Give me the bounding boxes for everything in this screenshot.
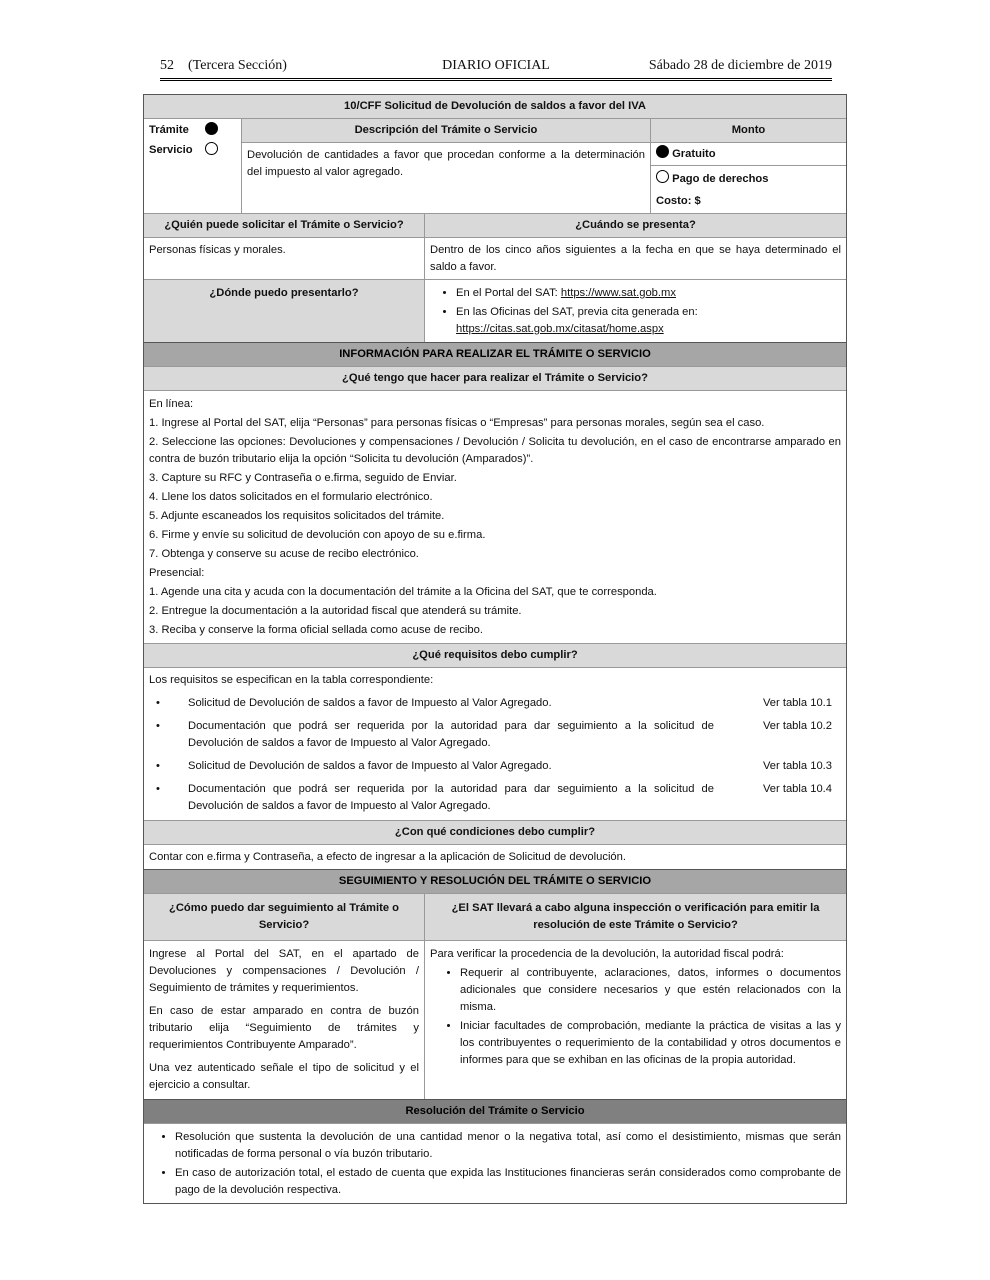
page-number: 52	[160, 58, 174, 73]
requirements-content	[144, 668, 846, 821]
followup-left-question: ¿Cómo puedo dar seguimiento al Trámite o Servicio?	[144, 894, 425, 940]
followup-header-row	[144, 894, 846, 941]
publication-date: Sábado 28 de diciembre de 2019	[648, 58, 832, 73]
where-list	[430, 285, 841, 338]
who-when-header-row	[144, 214, 846, 238]
procedure-form	[143, 94, 847, 1204]
pago-derechos-label: Pago de derechos	[672, 173, 769, 185]
when-answer: Dentro de los cinco años siguientes a la fecha en que se haya determinado el saldo a favor.	[430, 244, 841, 273]
requirement-item: • Solicitud de Devolución de saldos a favor de Impuesto al Valor Agregado. Ver tabla 10.3	[156, 760, 832, 772]
requirements-question: ¿Qué requisitos debo cumplir?	[144, 644, 846, 668]
requirements-intro: Los requisitos se especifican en la tabla correspondiente:	[149, 674, 434, 686]
step-line: 1. Agende una cita y acuda con la documentación del trámite a la Oficina del SAT, que te corresponda.	[149, 586, 657, 598]
publication-name: DIARIO OFICIAL	[442, 58, 550, 73]
list-item: • Requerir al contribuyente, aclaraciones, datos, informes o documentos adicionales que considere necesarios y que estén relacionados con la misma.	[460, 965, 841, 1016]
list-item: • Iniciar facultades de comprobación, mediante la práctica de visitas a las y los contribuyentes o requerimiento de la contabilidad y otros documentos e informes para que se exhiban en las oficinas de la propia autoridad.	[460, 1018, 841, 1069]
sat-portal-link[interactable]: https://www.sat.gob.mx	[560, 287, 676, 299]
where-question: ¿Dónde puedo presentarlo?	[144, 280, 425, 342]
citas-link[interactable]: https://citas.sat.gob.mx/citasat/home.aspx	[456, 323, 664, 335]
step-line: 1. Ingrese al Portal del SAT, elija “Personas” para personas físicas o “Empresas” para personas morales, según sea el caso.	[149, 417, 765, 429]
tramite-option	[149, 122, 236, 139]
followup-right-question: ¿El SAT llevará a cabo alguna inspección o verificación para emitir la resolución de este Trámite o Servicio?	[425, 894, 846, 940]
where-row	[144, 280, 846, 343]
amount-header: Monto	[651, 119, 846, 143]
when-question: ¿Cuándo se presenta?	[425, 214, 846, 237]
requirement-item: • Documentación que podrá ser requerida por la autoridad para dar seguimiento a la solicitud de Devolución de saldos a favor de Impuesto al Valor Agregado. Ver tabla 10.2	[156, 720, 832, 749]
type-selector	[144, 119, 242, 213]
step-line: 3. Reciba y conserve la forma oficial sellada como acuse de recibo.	[149, 624, 483, 636]
pago-derechos-option	[651, 166, 846, 191]
costo-label: Costo: $	[656, 195, 701, 207]
empty-radio-icon	[656, 170, 669, 183]
filled-radio-icon	[656, 145, 669, 158]
requirement-item: • Documentación que podrá ser requerida por la autoridad para dar seguimiento a la solicitud de Devolución de saldos a favor de Impuesto al Valor Agregado. Ver tabla 10.4	[156, 783, 832, 812]
conditions-question: ¿Con qué condiciones debo cumplir?	[144, 821, 846, 845]
followup-section-title: SEGUIMIENTO Y RESOLUCIÓN DEL TRÁMITE O SERVICIO	[144, 870, 846, 894]
tramite-label: Trámite	[149, 124, 189, 136]
who-when-answer-row	[144, 238, 846, 280]
step-line: 6. Firme y envíe su solicitud de devolución con apoyo de su e.firma.	[149, 529, 486, 541]
who-question: ¿Quién puede solicitar el Trámite o Servicio?	[144, 214, 425, 237]
list-item: • Resolución que sustenta la devolución de una cantidad menor o la negativa total, así como el desistimiento, mismas que serán notificadas de forma personal o vía buzón tributario.	[175, 1129, 841, 1163]
step-line: 4. Llene los datos solicitados en el formulario electrónico.	[149, 491, 433, 503]
followup-paragraph: En caso de estar amparado en contra de buzón tributario elija “Seguimiento de trámites y requerimientos Contribuyente Amparado”.	[149, 1005, 419, 1051]
who-answer: Personas físicas y morales.	[144, 238, 425, 279]
gratuito-option	[651, 143, 846, 166]
list-item: • En caso de autorización total, el estado de cuenta que expida las Instituciones financieras serán considerados como comprobante de pago de la devolución respectiva.	[175, 1165, 841, 1199]
description-text: Devolución de cantidades a favor que procedan conforme a la determinación del impuesto al valor agregado.	[247, 149, 645, 178]
followup-right-answer	[425, 941, 846, 1099]
steps-question: ¿Qué tengo que hacer para realizar el Trámite o Servicio?	[144, 367, 846, 391]
followup-answer-row	[144, 941, 846, 1100]
step-line: 2. Seleccione las opciones: Devoluciones y compensaciones / Devolución / Solicita tu devolución, en el caso de encontrarse amparado en contra de buzón tributario elija la opción “Solicita tu devolución (Amparados)”.	[149, 436, 841, 465]
list-item: • En las Oficinas del SAT, previa cita generada en: https://citas.sat.gob.mx/citasat/home.aspx	[456, 304, 841, 338]
step-line: 2. Entregue la documentación a la autoridad fiscal que atenderá su trámite.	[149, 605, 522, 617]
step-line: 5. Adjunte escaneados los requisitos solicitados del trámite.	[149, 510, 445, 522]
steps-content	[144, 391, 846, 644]
where-answer	[425, 280, 846, 342]
description-column	[242, 119, 651, 213]
resolution-list	[149, 1129, 841, 1199]
conditions-answer: Contar con e.firma y Contraseña, a efecto de ingresar a la aplicación de Solicitud de devolución.	[144, 845, 846, 870]
gratuito-label: Gratuito	[672, 148, 716, 160]
followup-paragraph: Una vez autenticado señale el tipo de solicitud y el ejercicio a consultar.	[149, 1062, 419, 1091]
type-row	[144, 119, 846, 214]
verification-intro: Para verificar la procedencia de la devolución, la autoridad fiscal podrá:	[430, 948, 784, 960]
step-line: 3. Capture su RFC y Contraseña o e.firma, seguido de Enviar.	[149, 472, 457, 484]
amount-column	[651, 119, 846, 213]
followup-left-answer	[144, 941, 425, 1099]
servicio-label: Servicio	[149, 144, 193, 156]
step-line: Presencial:	[149, 567, 205, 579]
followup-paragraph: Ingrese al Portal del SAT, en el apartado de Devoluciones y compensaciones / Devolución / Seguimiento de trámites y requerimientos.	[149, 948, 419, 994]
filled-radio-icon	[205, 122, 218, 135]
step-line: 7. Obtenga y conserve su acuse de recibo electrónico.	[149, 548, 419, 560]
info-section-title: INFORMACIÓN PARA REALIZAR EL TRÁMITE O SERVICIO	[144, 343, 846, 367]
page-header	[160, 56, 832, 79]
description-header: Descripción del Trámite o Servicio	[242, 119, 650, 143]
requirement-item: • Solicitud de Devolución de saldos a favor de Impuesto al Valor Agregado. Ver tabla 10.1	[156, 697, 832, 709]
servicio-option	[149, 142, 236, 159]
list-item: • En el Portal del SAT: https://www.sat.gob.mx	[456, 285, 841, 302]
step-line: En línea:	[149, 398, 194, 410]
empty-radio-icon	[205, 142, 218, 155]
form-title: 10/CFF Solicitud de Devolución de saldos a favor del IVA	[144, 95, 846, 119]
verification-list	[430, 965, 841, 1069]
resolution-content	[144, 1124, 846, 1203]
section-label: (Tercera Sección)	[188, 58, 287, 73]
resolution-title: Resolución del Trámite o Servicio	[144, 1100, 846, 1124]
